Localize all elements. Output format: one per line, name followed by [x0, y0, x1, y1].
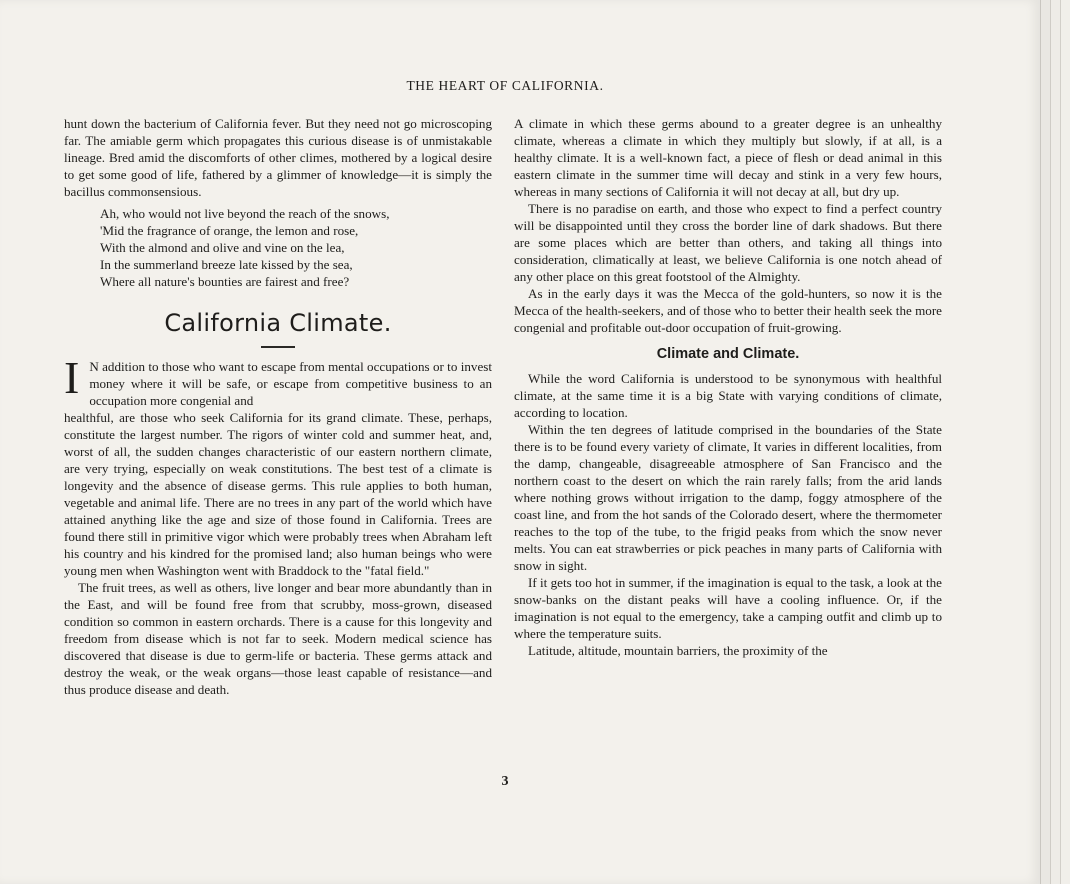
page-edge: [1060, 0, 1070, 884]
subheading: Climate and Climate.: [656, 346, 800, 362]
drop-cap: I: [64, 352, 80, 403]
left-column: [64, 115, 492, 698]
paragraph: There is no paradise on earth, and those who expect to find a perfect country will be disappointed until they cross the border line of dark shadows. But there are some places which are better than others, and taking all things into consideration, climatically at least, we believe California is one notch ahead of any other place on this great footstool of the Almighty.: [514, 201, 942, 284]
heading-rule: [261, 346, 295, 348]
paragraph: A climate in which these germs abound to a greater degree is an unhealthy climate, whereas a climate in which they multiply but slowly, if at all, is a healthy climate. It is a well-known fact, a piece of flesh or dead animal in this eastern climate in the summer time will decay and stink in a very few hours, whereas in many sections of California it will not decay at all, but dry up.: [514, 116, 942, 199]
poem-line: Ah, who would not live beyond the reach of the snows,: [100, 206, 390, 221]
paragraph: While the word California is understood to be synonymous with healthful climate, at the same time it is a big State with varying conditions of climate, according to location.: [514, 371, 942, 420]
paragraph-opening: N addition to those who want to escape from mental occupations or to invest money where it will be safe, or escape from competitive business to an occupation more congenial and: [89, 359, 492, 408]
right-column: [514, 115, 942, 659]
paragraph: Within the ten degrees of latitude comprised in the boundaries of the State there is to be found every variety of climate, It varies in different localities, from the damp, changeable, disagreeable atmosphere of San Francisco and the northern coast to the desert on which the rain rarely falls; from the arid lands where nothing grows without irrigation to the damp, foggy atmosphere of the coast line, and from the hot sands of the Colorado desert, where the thermometer reaches to the top of the tube, to the frigid peaks from which the snow never melts. You can eat strawberries or pick peaches in many parts of California with snow in sight.: [514, 422, 942, 573]
dropcap-paragraph: [64, 352, 492, 409]
section-heading: California Climate.: [164, 309, 392, 337]
poem-line: In the summerland breeze late kissed by the sea,: [100, 257, 353, 272]
paragraph: The fruit trees, as well as others, live longer and bear more abundantly than in the East, and will be found free from that scrubby, moss-grown, diseased condition so common in eastern orchards. There is a cause for this longevity and freedom from disease which is not far to seek. Modern medical science has discovered that disease is due to germ-life or bacteria. These germs attack and destroy the weak, or the weak organs—those least capable of resistance—and thus produce disease and death.: [64, 580, 492, 697]
paragraph: If it gets too hot in summer, if the imagination is equal to the task, a look at the snow-banks on the distant peaks will have a cooling influence. Or, if the imagination is not equal to the emergency, take a camping outfit and climb up to where the temperature suits.: [514, 575, 942, 641]
page-number: 3: [501, 774, 509, 789]
poem-line: With the almond and olive and vine on the lea,: [100, 240, 345, 255]
paragraph: Latitude, altitude, mountain barriers, the proximity of the: [528, 643, 828, 658]
intro-paragraph: hunt down the bacterium of California fever. But they need not go microscoping far. The amiable germ which propagates this curious disease is of unmistakable lineage. Bred amid the discomforts of other climes, mothered by a logical desire to get some good of life, fathered by a glimmer of knowledge—it is simply the bacillus commonsensious.: [64, 116, 492, 199]
poem: [100, 205, 492, 290]
paragraph: healthful, are those who seek California for its grand climate. These, perhaps, constitute the largest number. The rigors of winter cold and summer heat, and, worst of all, the sudden changes characteristic of our eastern northern climate, are very trying, especially on weak constitutions. The best test of a climate is longevity and the absence of disease germs. This rule applies to both human, vegetable and animal life. There are no trees in any part of the world which have attained anything like the age and size of those found in California. Trees are found there still in primitive vigor which were probably trees when Abraham left his country and his kindred for the promised land; also human beings who were young men when Washington went with Braddock to the "fatal field.": [64, 410, 492, 578]
poem-line: 'Mid the fragrance of orange, the lemon and rose,: [100, 223, 359, 238]
paragraph: As in the early days it was the Mecca of the gold-hunters, so now it is the Mecca of the health-seekers, and of those who to better their health seek the more congenial and profitable out-door occupation of fruit-growing.: [514, 286, 942, 335]
running-head: THE HEART OF CALIFORNIA.: [406, 78, 604, 93]
poem-line: Where all nature's bounties are fairest and free?: [100, 274, 350, 289]
